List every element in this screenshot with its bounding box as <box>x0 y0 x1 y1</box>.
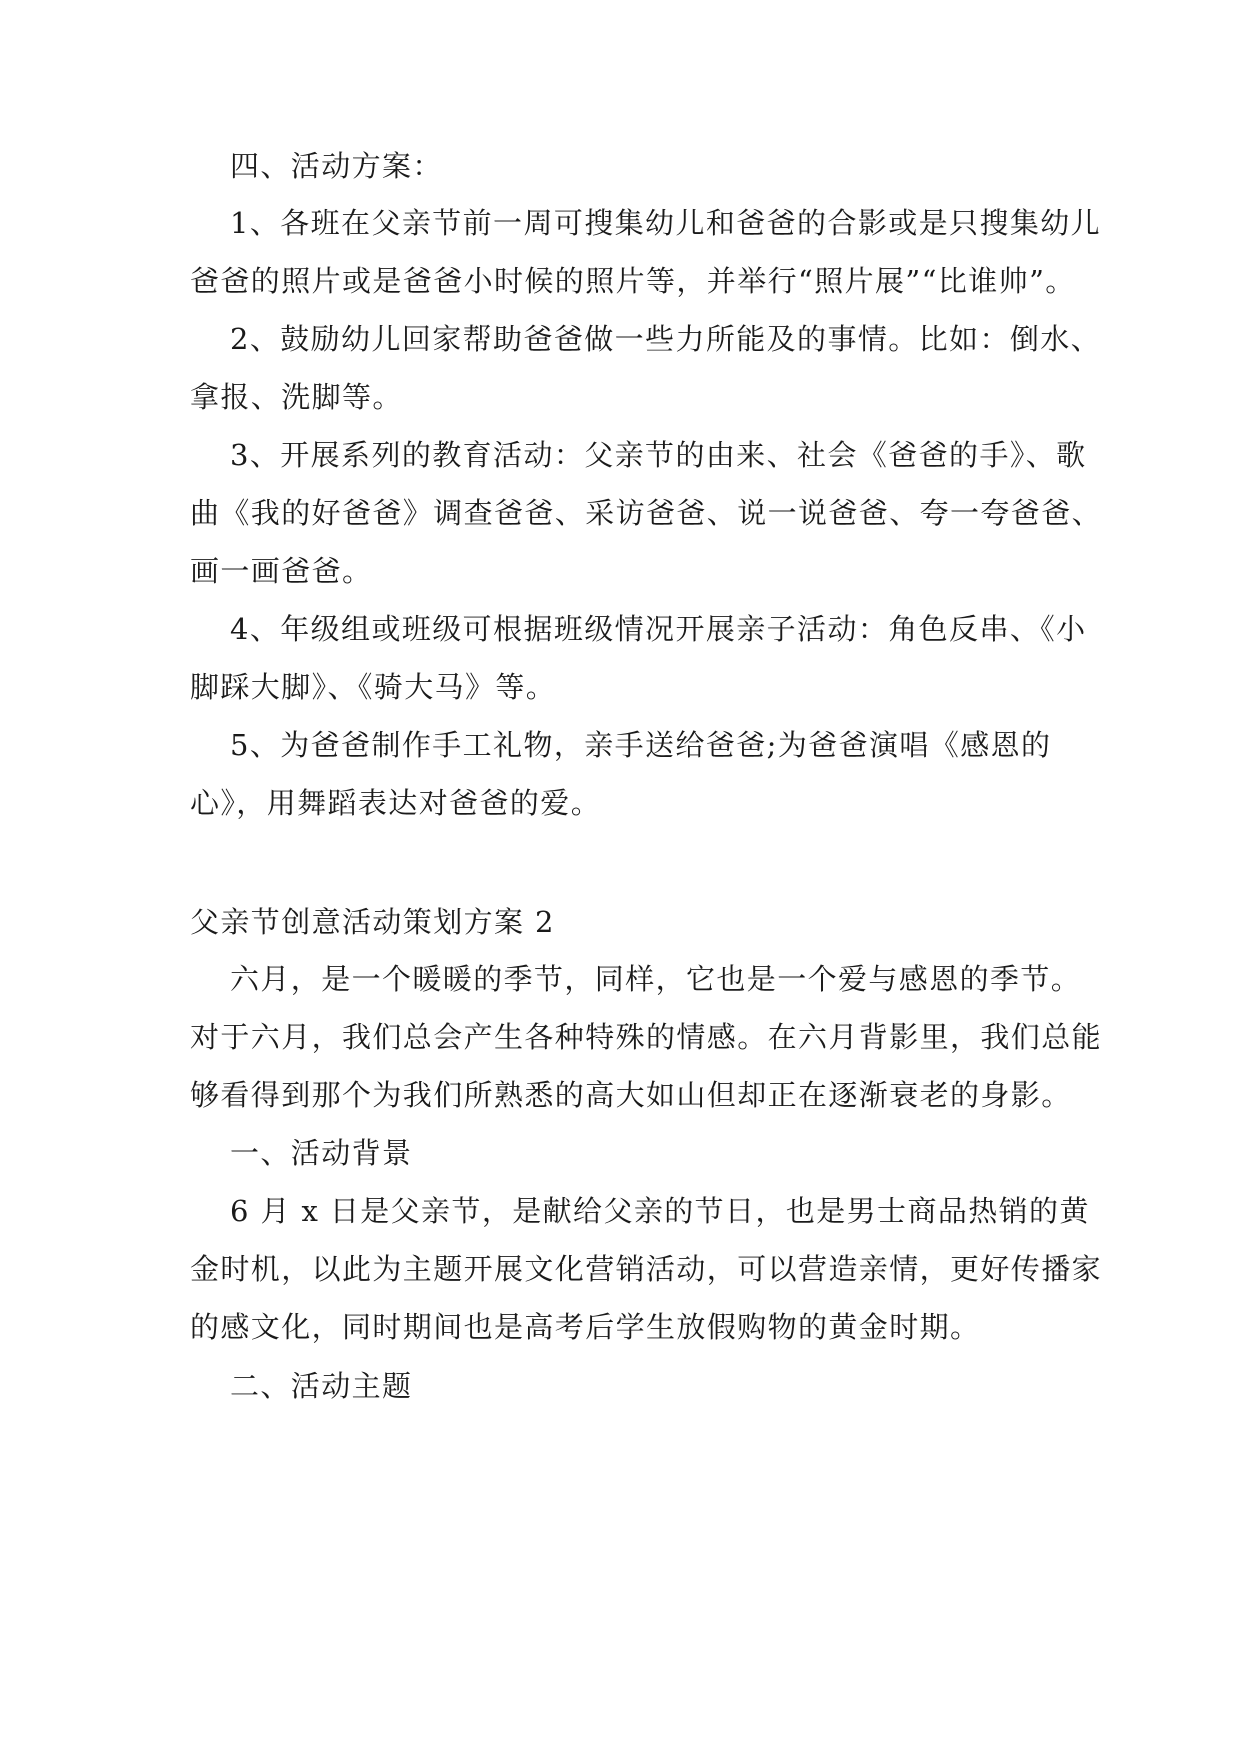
plan-item-2-line-1: 2、鼓励幼儿回家帮助爸爸做一些力所能及的事情。比如：倒水、 <box>230 322 1102 356</box>
intro-line-3: 够看得到那个为我们所熟悉的高大如山但却正在逐渐衰老的身影。 <box>190 1078 1072 1112</box>
plan-item-3-line-3: 画一画爸爸。 <box>190 554 373 588</box>
section-heading-theme: 二、活动主题 <box>230 1369 413 1403</box>
background-line-3: 的感文化，同时期间也是高考后学生放假购物的黄金时期。 <box>190 1310 981 1344</box>
plan-item-1-line-2: 爸爸的照片或是爸爸小时候的照片等，并举行“照片展”“比谁帅”。 <box>190 264 1076 298</box>
section-heading-background: 一、活动背景 <box>230 1136 413 1170</box>
plan-item-4-line-2: 脚踩大脚》、《骑大马》等。 <box>190 670 557 704</box>
plan-item-5-line-1: 5、为爸爸制作手工礼物，亲手送给爸爸;为爸爸演唱《感恩的 <box>230 728 1052 762</box>
intro-line-2: 对于六月，我们总会产生各种特殊的情感。在六月背影里，我们总能 <box>190 1020 1103 1054</box>
plan-item-1-line-1: 1、各班在父亲节前一周可搜集幼儿和爸爸的合影或是只搜集幼儿 <box>230 206 1102 240</box>
plan-item-3-line-2: 曲《我的好爸爸》调查爸爸、采访爸爸、说一说爸爸、夸一夸爸爸、 <box>190 496 1103 530</box>
plan-item-4-line-1: 4、年级组或班级可根据班级情况开展亲子活动：角色反串、《小 <box>230 612 1087 646</box>
background-line-1: 6 月 x 日是父亲节，是献给父亲的节日，也是男士商品热销的黄 <box>230 1194 1090 1228</box>
plan-item-2-line-2: 拿报、洗脚等。 <box>190 380 403 414</box>
plan-item-3-line-1: 3、开展系列的教育活动：父亲节的由来、社会《爸爸的手》、歌 <box>230 438 1087 472</box>
intro-line-1: 六月，是一个暖暖的季节，同样，它也是一个爱与感恩的季节。 <box>230 962 1082 996</box>
plan-item-5-line-2: 心》，用舞蹈表达对爸爸的爱。 <box>190 786 602 820</box>
background-line-2: 金时机，以此为主题开展文化营销活动，可以营造亲情，更好传播家 <box>190 1252 1103 1286</box>
section-heading-activity-plan: 四、活动方案： <box>230 149 443 183</box>
plan-2-title: 父亲节创意活动策划方案 2 <box>190 905 555 939</box>
